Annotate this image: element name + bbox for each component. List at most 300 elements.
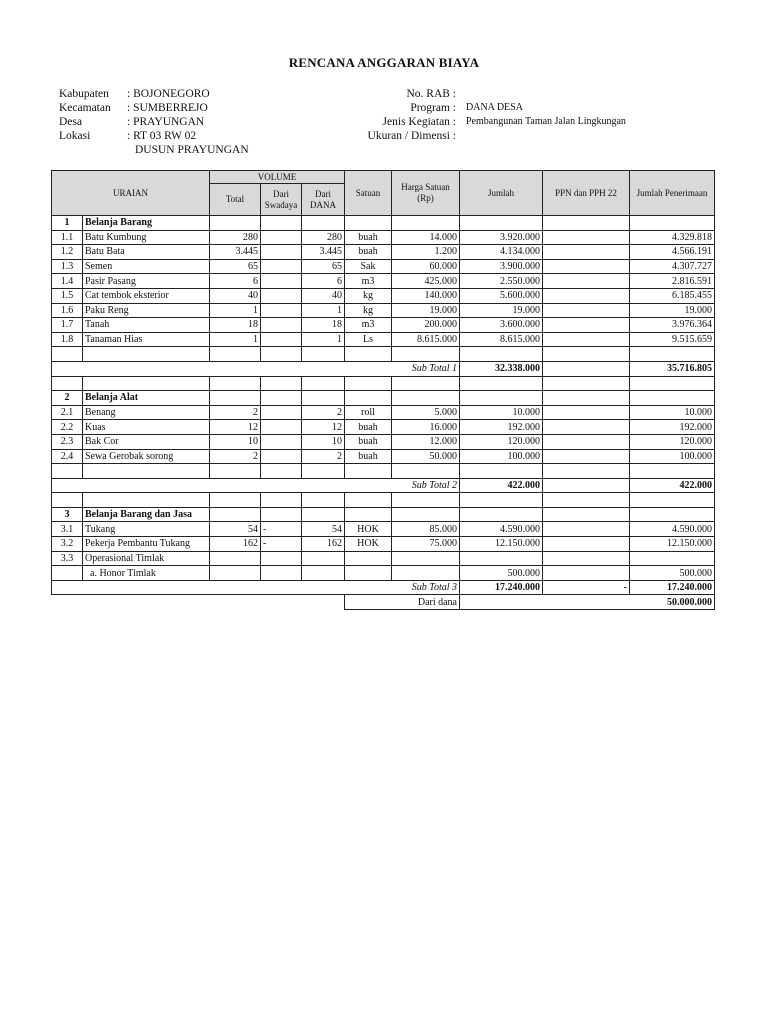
item-unit-price: 50.000 (392, 449, 460, 464)
header-swadaya (261, 184, 302, 216)
item-volume-dana: 40 (302, 288, 345, 303)
item-volume-swadaya (261, 551, 302, 566)
blank-cell (630, 464, 715, 479)
blank-cell (460, 391, 543, 406)
blank-cell (543, 376, 630, 391)
table-row (52, 537, 715, 552)
item-number: 3.2 (52, 537, 83, 552)
item-tax (543, 332, 630, 347)
section-header-row (52, 391, 715, 406)
item-volume-total: 40 (210, 288, 261, 303)
dari-dana-value: 50.000.000 (460, 595, 715, 610)
dari-dana-label: Dari dana (345, 595, 460, 610)
item-volume-dana: 2 (302, 449, 345, 464)
blank-cell (460, 507, 543, 522)
item-volume-total: 1 (210, 332, 261, 347)
item-volume-total: 6 (210, 274, 261, 289)
item-unit-price: 19.000 (392, 303, 460, 318)
item-tax (543, 259, 630, 274)
item-number: 2.3 (52, 434, 83, 449)
item-amount: 4.134.000 (460, 245, 543, 260)
blank-row (52, 493, 715, 508)
item-volume-total: 12 (210, 420, 261, 435)
item-received: 4.590.000 (630, 522, 715, 537)
item-unit: kg (345, 288, 392, 303)
item-tax (543, 230, 630, 245)
table-row (52, 522, 715, 537)
item-tax (543, 566, 630, 581)
item-volume-swadaya (261, 230, 302, 245)
table-row (52, 259, 715, 274)
section-header-row (52, 507, 715, 522)
item-unit: roll (345, 405, 392, 420)
blank-cell (210, 391, 261, 406)
blank-cell (630, 216, 715, 231)
blank-cell (630, 347, 715, 362)
blank-cell (261, 507, 302, 522)
item-number: 3.3 (52, 551, 83, 566)
item-tax (543, 245, 630, 260)
info-value: DANA DESA (466, 102, 523, 113)
info-label: Ukuran / Dimensi : (367, 130, 456, 142)
item-description: Tukang (83, 522, 210, 537)
info-label: Kecamatan (59, 102, 111, 114)
item-volume-swadaya (261, 405, 302, 420)
item-unit-price: 60.000 (392, 259, 460, 274)
item-amount: 3.920.000 (460, 230, 543, 245)
header-dana-line2: DANA (310, 199, 336, 210)
blank-cell (460, 493, 543, 508)
item-amount (460, 551, 543, 566)
blank-cell (392, 391, 460, 406)
item-description: Batu Bata (83, 245, 210, 260)
item-volume-dana: 65 (302, 259, 345, 274)
info-label: Lokasi (59, 130, 91, 142)
blank-cell (345, 464, 392, 479)
blank-cell (210, 216, 261, 231)
item-volume-dana: 162 (302, 537, 345, 552)
item-volume-total: 2 (210, 405, 261, 420)
item-volume-total: 65 (210, 259, 261, 274)
item-amount: 12.150.000 (460, 537, 543, 552)
item-volume-dana (302, 551, 345, 566)
blank-cell (630, 376, 715, 391)
item-description: Kuas (83, 420, 210, 435)
item-number: 1.5 (52, 288, 83, 303)
item-tax (543, 434, 630, 449)
section-number: 3 (52, 507, 83, 522)
item-volume-swadaya (261, 303, 302, 318)
section-number: 2 (52, 391, 83, 406)
item-unit: buah (345, 230, 392, 245)
item-tax (543, 288, 630, 303)
item-unit (345, 551, 392, 566)
item-unit: kg (345, 303, 392, 318)
blank-cell (52, 376, 83, 391)
item-volume-total: 3.445 (210, 245, 261, 260)
item-description: Cat tembok eksterior (83, 288, 210, 303)
subtotal-amount: 32.338.000 (460, 361, 543, 376)
blank-cell (210, 493, 261, 508)
header-harga-line2: (Rp) (417, 193, 434, 203)
blank-cell (83, 376, 210, 391)
blank-cell (392, 376, 460, 391)
item-tax (543, 537, 630, 552)
blank-cell (261, 347, 302, 362)
header-satuan: Satuan (345, 171, 392, 216)
blank-cell (345, 347, 392, 362)
blank-cell (302, 376, 345, 391)
item-number: 2.1 (52, 405, 83, 420)
blank-cell (302, 493, 345, 508)
blank-cell (302, 347, 345, 362)
blank-cell (83, 493, 210, 508)
blank-cell (261, 391, 302, 406)
item-volume-swadaya: - (261, 522, 302, 537)
blank-cell (460, 216, 543, 231)
blank-cell (210, 376, 261, 391)
header-penerimaan: Jumlah Penerimaan (630, 171, 715, 216)
subtotal-tax (543, 361, 630, 376)
blank-cell (630, 507, 715, 522)
item-amount: 8.615.000 (460, 332, 543, 347)
item-number: 1.6 (52, 303, 83, 318)
budget-table (51, 170, 715, 610)
section-name: Belanja Barang (83, 216, 210, 231)
item-volume-dana: 54 (302, 522, 345, 537)
item-volume-total: 162 (210, 537, 261, 552)
item-number: 3.1 (52, 522, 83, 537)
item-volume-total: 1 (210, 303, 261, 318)
item-volume-swadaya (261, 566, 302, 581)
table-row (52, 434, 715, 449)
item-volume-total: 280 (210, 230, 261, 245)
item-volume-dana: 12 (302, 420, 345, 435)
blank-cell (345, 507, 392, 522)
item-volume-swadaya (261, 245, 302, 260)
blank-row (52, 464, 715, 479)
item-received: 9.515.659 (630, 332, 715, 347)
blank-cell (261, 464, 302, 479)
header-dana-line1: Dari (315, 188, 331, 199)
item-volume-dana: 1 (302, 303, 345, 318)
blank-cell (630, 391, 715, 406)
subtotal-received: 17.240.000 (630, 580, 715, 595)
blank-row (52, 376, 715, 391)
item-volume-swadaya (261, 420, 302, 435)
item-unit-price (392, 551, 460, 566)
header-dana (302, 184, 345, 216)
header-harga-line1: Harga Satuan (401, 182, 450, 192)
blank-cell (345, 216, 392, 231)
item-volume-swadaya: - (261, 537, 302, 552)
item-amount: 100.000 (460, 449, 543, 464)
item-unit-price: 200.000 (392, 318, 460, 333)
item-number: 1.7 (52, 318, 83, 333)
item-amount: 5.600.000 (460, 288, 543, 303)
subtotal-amount: 422.000 (460, 478, 543, 493)
item-unit-price: 16.000 (392, 420, 460, 435)
subtotal-row (52, 580, 715, 595)
item-unit: buah (345, 420, 392, 435)
subtotal-tax: - (543, 580, 630, 595)
blank-cell (392, 464, 460, 479)
item-tax (543, 405, 630, 420)
table-row (52, 566, 715, 581)
table-row (52, 245, 715, 260)
item-tax (543, 522, 630, 537)
item-number: 1.2 (52, 245, 83, 260)
table-row (52, 420, 715, 435)
table-row (52, 449, 715, 464)
blank-row (52, 347, 715, 362)
blank-cell (543, 507, 630, 522)
blank-cell (392, 507, 460, 522)
item-amount: 3.600.000 (460, 318, 543, 333)
item-volume-dana: 18 (302, 318, 345, 333)
section-name: Belanja Alat (83, 391, 210, 406)
item-unit-price: 75.000 (392, 537, 460, 552)
item-unit: m3 (345, 274, 392, 289)
blank-cell (261, 376, 302, 391)
dari-dana-row (52, 595, 715, 610)
subtotal-received: 35.716.805 (630, 361, 715, 376)
subtotal-row (52, 478, 715, 493)
blank-cell (345, 493, 392, 508)
item-volume-total: 18 (210, 318, 261, 333)
item-unit: HOK (345, 537, 392, 552)
blank-cell (302, 216, 345, 231)
subtotal-row (52, 361, 715, 376)
item-unit: buah (345, 449, 392, 464)
item-volume-total (210, 551, 261, 566)
info-value: : RT 03 RW 02 (127, 130, 197, 142)
item-unit: Ls (345, 332, 392, 347)
blank-cell (543, 464, 630, 479)
info-label: Kabupaten (59, 88, 109, 100)
header-swadaya-line2: Swadaya (264, 199, 298, 210)
blank-cell (302, 391, 345, 406)
blank-cell (630, 493, 715, 508)
item-unit: buah (345, 434, 392, 449)
item-received: 3.976.364 (630, 318, 715, 333)
item-unit: HOK (345, 522, 392, 537)
item-unit: buah (345, 245, 392, 260)
info-left (59, 87, 359, 167)
blank-cell (543, 391, 630, 406)
item-tax (543, 274, 630, 289)
item-unit-price: 425.000 (392, 274, 460, 289)
item-number: 1.3 (52, 259, 83, 274)
item-volume-total: 54 (210, 522, 261, 537)
header-swadaya-line1: Dari (273, 188, 289, 199)
item-received: 4.307.727 (630, 259, 715, 274)
item-number: 2.2 (52, 420, 83, 435)
item-volume-swadaya (261, 274, 302, 289)
blank-cell (83, 347, 210, 362)
item-volume-swadaya (261, 259, 302, 274)
info-value: DUSUN PRAYUNGAN (135, 144, 249, 156)
section-header-row (52, 216, 715, 231)
item-received: 4.329.818 (630, 230, 715, 245)
item-volume-swadaya (261, 449, 302, 464)
item-description: Operasional Timlak (83, 551, 210, 566)
item-volume-swadaya (261, 332, 302, 347)
item-tax (543, 303, 630, 318)
item-unit: m3 (345, 318, 392, 333)
blank-cell (392, 216, 460, 231)
table-row (52, 303, 715, 318)
subtotal-amount: 17.240.000 (460, 580, 543, 595)
item-received: 100.000 (630, 449, 715, 464)
blank-cell (543, 347, 630, 362)
item-description: Batu Kumbung (83, 230, 210, 245)
blank-cell (83, 464, 210, 479)
item-received: 192.000 (630, 420, 715, 435)
blank-cell (345, 376, 392, 391)
subtotal-label: Sub Total 2 (52, 478, 460, 493)
subtotal-tax (543, 478, 630, 493)
blank-cell (460, 376, 543, 391)
item-description: Pekerja Pembantu Tukang (83, 537, 210, 552)
item-received: 19.000 (630, 303, 715, 318)
info-value: : BOJONEGORO (127, 88, 210, 100)
item-amount: 4.590.000 (460, 522, 543, 537)
info-value: : SUMBERREJO (127, 102, 208, 114)
item-volume-dana (302, 566, 345, 581)
item-description: Benang (83, 405, 210, 420)
item-received: 12.150.000 (630, 537, 715, 552)
table-row (52, 318, 715, 333)
item-volume-dana: 280 (302, 230, 345, 245)
item-amount: 192.000 (460, 420, 543, 435)
item-amount: 3.900.000 (460, 259, 543, 274)
header-ppn: PPN dan PPH 22 (543, 171, 630, 216)
item-unit (345, 566, 392, 581)
item-received: 6.185.455 (630, 288, 715, 303)
table-row (52, 551, 715, 566)
item-volume-dana: 10 (302, 434, 345, 449)
document-title: RENCANA ANGGARAN BIAYA (288, 55, 480, 70)
item-description: Sewa Gerobak sorong (83, 449, 210, 464)
blank-cell (210, 507, 261, 522)
subtotal-received: 422.000 (630, 478, 715, 493)
blank-cell (302, 507, 345, 522)
info-label: Jenis Kegiatan : (382, 116, 456, 128)
item-tax (543, 551, 630, 566)
item-description: a. Honor Timlak (83, 566, 210, 581)
table-row (52, 230, 715, 245)
item-description: Semen (83, 259, 210, 274)
info-value: : PRAYUNGAN (127, 116, 205, 128)
item-unit-price (392, 566, 460, 581)
item-description: Pasir Pasang (83, 274, 210, 289)
item-unit-price: 5.000 (392, 405, 460, 420)
item-number: 1.1 (52, 230, 83, 245)
blank-cell (210, 464, 261, 479)
item-unit-price: 12.000 (392, 434, 460, 449)
blank-cell (392, 493, 460, 508)
item-tax (543, 449, 630, 464)
item-unit-price: 8.615.000 (392, 332, 460, 347)
blank-cell (52, 464, 83, 479)
item-received: 10.000 (630, 405, 715, 420)
item-number (52, 566, 83, 581)
item-received: 120.000 (630, 434, 715, 449)
header-total: Total (210, 184, 261, 216)
item-unit-price: 85.000 (392, 522, 460, 537)
item-volume-total: 10 (210, 434, 261, 449)
subtotal-label: Sub Total 1 (52, 361, 460, 376)
item-description: Paku Reng (83, 303, 210, 318)
blank-cell (460, 464, 543, 479)
table-row (52, 332, 715, 347)
table-row (52, 405, 715, 420)
blank-cell (460, 347, 543, 362)
blank-cell (261, 216, 302, 231)
item-unit-price: 140.000 (392, 288, 460, 303)
section-number: 1 (52, 216, 83, 231)
item-unit: Sak (345, 259, 392, 274)
item-description: Tanah (83, 318, 210, 333)
blank-cell (543, 216, 630, 231)
blank-cell (543, 493, 630, 508)
item-number: 2.4 (52, 449, 83, 464)
item-amount: 500.000 (460, 566, 543, 581)
blank-cell (52, 493, 83, 508)
header-harga (392, 171, 460, 216)
item-received (630, 551, 715, 566)
item-received: 2.816.591 (630, 274, 715, 289)
blank-cell (52, 595, 345, 610)
item-received: 500.000 (630, 566, 715, 581)
item-volume-dana: 6 (302, 274, 345, 289)
item-number: 1.4 (52, 274, 83, 289)
item-amount: 10.000 (460, 405, 543, 420)
item-amount: 19.000 (460, 303, 543, 318)
item-unit-price: 1.200 (392, 245, 460, 260)
blank-cell (302, 464, 345, 479)
blank-cell (52, 347, 83, 362)
item-volume-swadaya (261, 318, 302, 333)
item-volume-dana: 3.445 (302, 245, 345, 260)
info-label: No. RAB : (406, 88, 456, 100)
header-jumlah: Jumlah (460, 171, 543, 216)
blank-cell (392, 347, 460, 362)
item-tax (543, 318, 630, 333)
item-unit-price: 14.000 (392, 230, 460, 245)
item-amount: 2.550.000 (460, 274, 543, 289)
item-description: Tanaman Hias (83, 332, 210, 347)
section-name: Belanja Barang dan Jasa (83, 507, 210, 522)
item-volume-swadaya (261, 434, 302, 449)
item-volume-swadaya (261, 288, 302, 303)
item-volume-total (210, 566, 261, 581)
item-description: Bak Cor (83, 434, 210, 449)
subtotal-label: Sub Total 3 (52, 580, 460, 595)
item-volume-dana: 2 (302, 405, 345, 420)
header-volume: VOLUME (210, 171, 345, 184)
item-amount: 120.000 (460, 434, 543, 449)
table-row (52, 274, 715, 289)
item-received: 4.566.191 (630, 245, 715, 260)
blank-cell (345, 391, 392, 406)
item-number: 1.8 (52, 332, 83, 347)
blank-cell (261, 493, 302, 508)
item-volume-dana: 1 (302, 332, 345, 347)
table-row (52, 288, 715, 303)
header-uraian: URAIAN (52, 171, 210, 216)
